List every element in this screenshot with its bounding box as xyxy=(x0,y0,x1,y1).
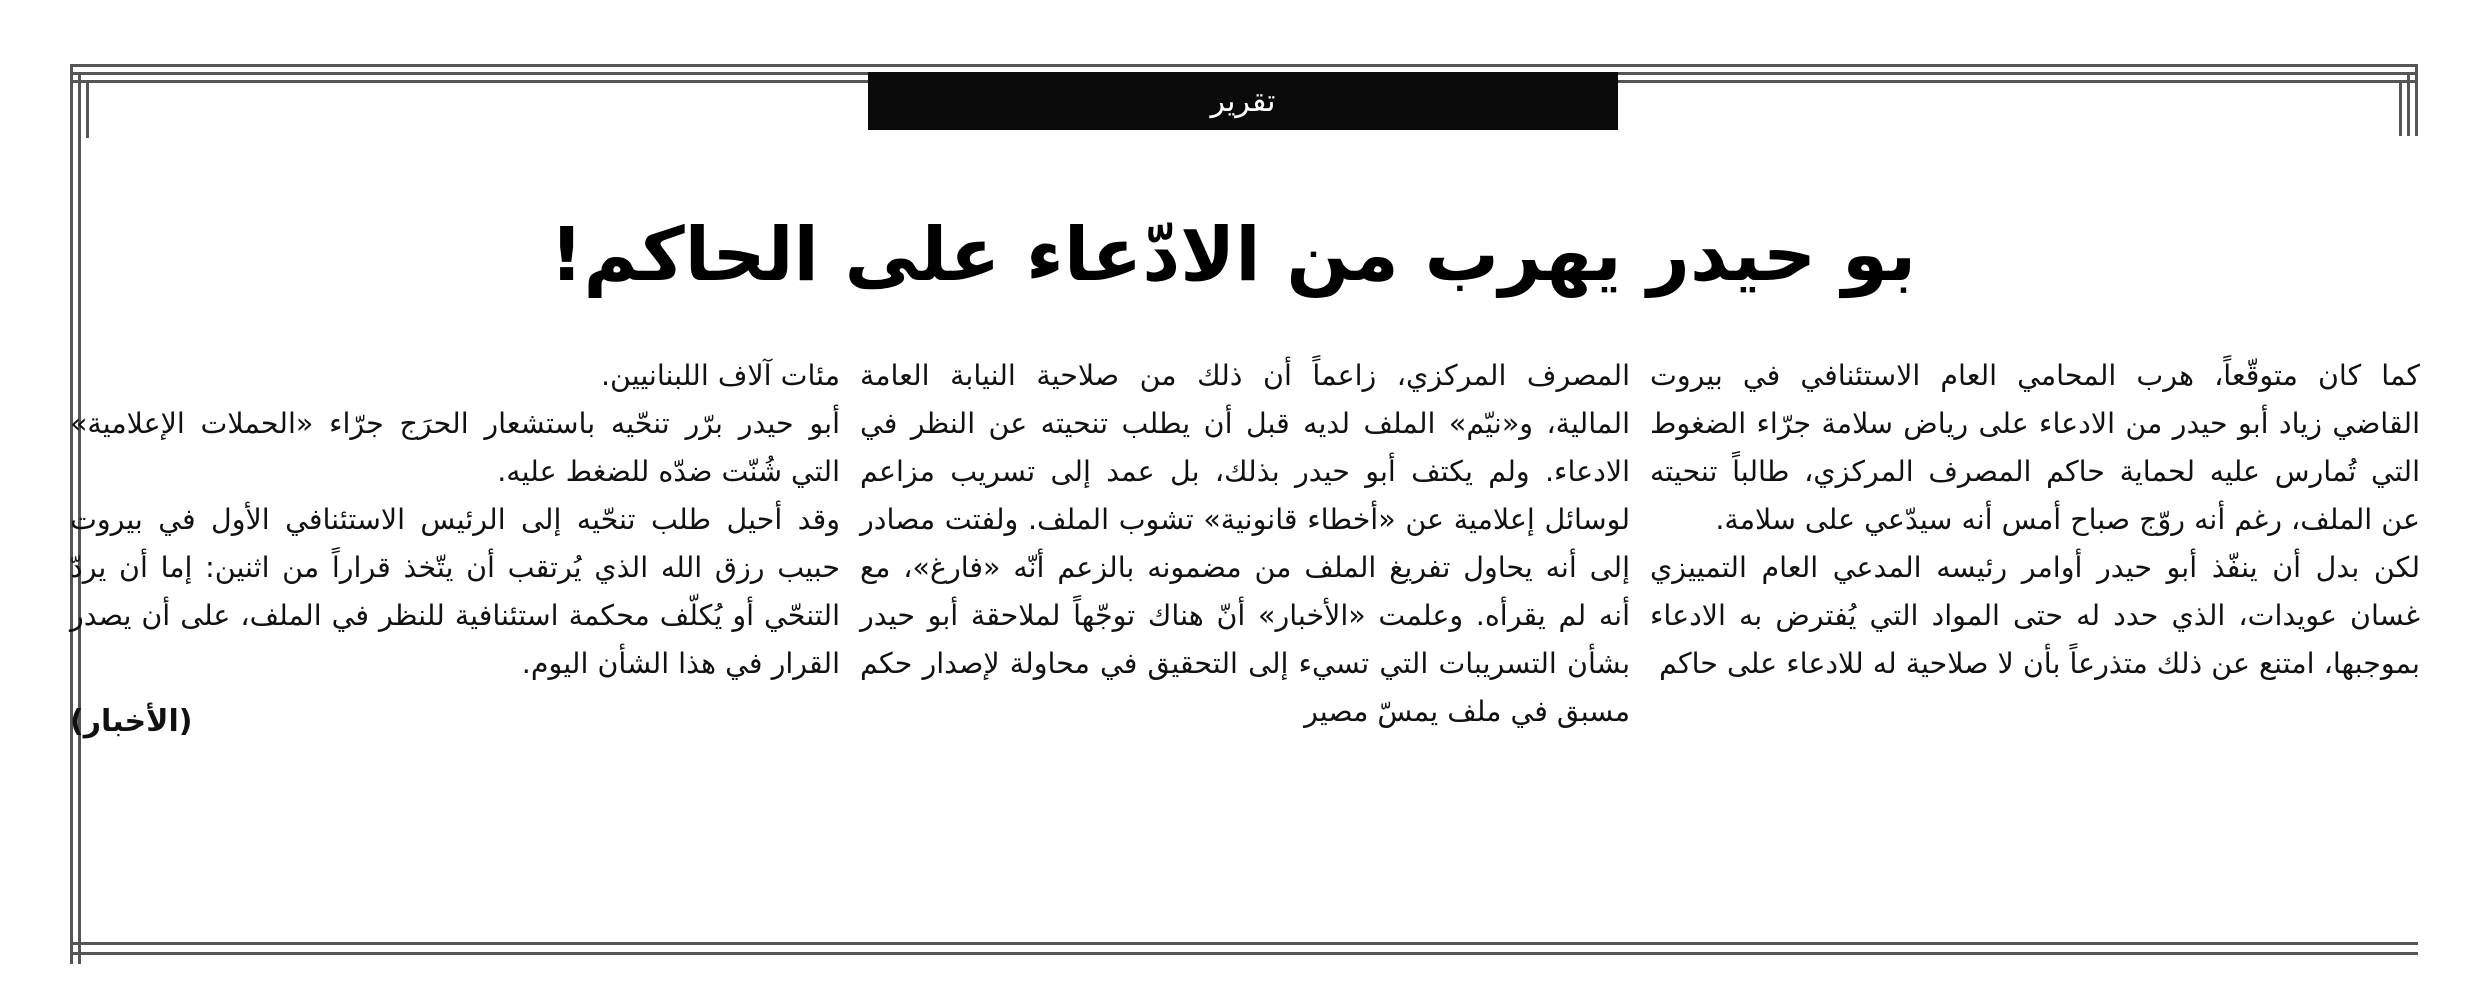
source-signature: (الأخبار) xyxy=(70,704,193,739)
paragraph: وقد أحيل طلب تنحّيه إلى الرئيس الاستئنافي الأول في بيروت حبيب رزق الله الذي يُرتقب أن يتّخذ قراراً من اثنين: إما أن يردّ التنحّي أو يُكلّف محكمة استئنافية للنظر في الملف، على أن يصدر القرار في هذا الشأن اليوم. xyxy=(70,503,840,680)
article-column-middle xyxy=(860,352,1630,872)
paragraph: أبو حيدر برّر تنحّيه باستشعار الحرَج جرّاء «الحملات الإعلامية» التي شُنّت ضدّه للضغط عليه. xyxy=(70,407,840,488)
headline: بو حيدر يهرب من الادّعاء على الحاكم! xyxy=(549,212,1917,298)
frame-left-line xyxy=(86,80,89,138)
frame-right-line xyxy=(2399,80,2402,136)
section-label: تقرير xyxy=(868,72,1618,130)
article-column-left xyxy=(70,352,840,872)
article-column-right xyxy=(1650,352,2420,872)
paragraph: المصرف المركزي، زاعماً أن ذلك من صلاحية النيابة العامة المالية، و«نيّم» الملف لديه قبل أن يطلب تنحيته عن النظر في الادعاء. ولم يكتف أبو حيدر بذلك، بل عمد إلى تسريب مزاعم لوسائل إعلامية عن «أخطاء قانونية» تشوب الملف. ولفتت مصادر إلى أنه يحاول تفريغ الملف من مضمونه بالزعم أنّه «فارغ»، مع أنه لم يقرأه. وعلمت «الأخبار» أنّ هناك توجّهاً لملاحقة أبو حيدر بشأن التسريبات التي تسيء إلى التحقيق في محاولة لإصدار حكم مسبق في ملف يمسّ مصير xyxy=(860,359,1630,728)
frame-right-line xyxy=(2415,64,2418,136)
paragraph: كما كان متوقّعاً، هرب المحامي العام الاستئنافي في بيروت القاضي زياد أبو حيدر من الادعاء على رياض سلامة جرّاء الضغوط التي تُمارس عليه لحماية حاكم المصرف المركزي، طالباً تنحيته عن الملف، رغم أنه روّج صباح أمس أنه سيدّعي على سلامة. xyxy=(1650,359,2420,536)
paragraph: لكن بدل أن ينفّذ أبو حيدر أوامر رئيسه المدعي العام التمييزي غسان عويدات، الذي حدد له حتى المواد التي يُفترض به الادعاء بموجبها، امتنع عن ذلك متذرعاً بأن لا صلاحية له للادعاء على حاكم xyxy=(1650,551,2420,680)
paragraph: مئات آلاف اللبنانيين. xyxy=(600,359,840,392)
frame-right-line xyxy=(2407,72,2410,136)
